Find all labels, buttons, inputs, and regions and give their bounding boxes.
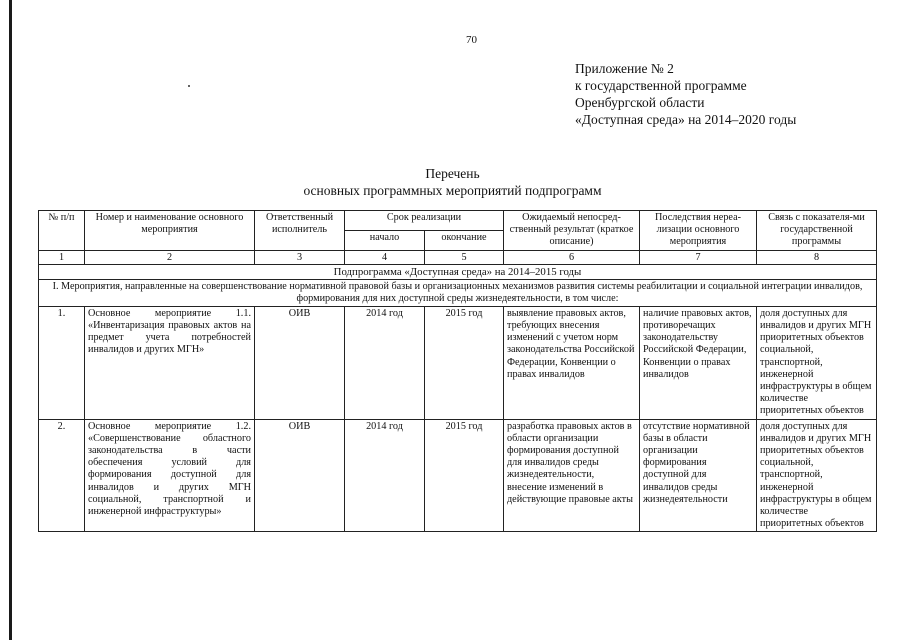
document-title xyxy=(0,165,905,199)
page-margin-line xyxy=(9,0,12,640)
header-row xyxy=(39,211,877,231)
measures-table xyxy=(38,210,877,532)
header-num: № п/п xyxy=(39,211,85,251)
col-number: 4 xyxy=(345,250,425,264)
col-number: 6 xyxy=(504,250,640,264)
column-numbers-row xyxy=(39,250,877,264)
col-number: 1 xyxy=(39,250,85,264)
row-num: 2. xyxy=(39,419,85,532)
col-number: 5 xyxy=(425,250,504,264)
appendix-line-1: Приложение № 2 xyxy=(575,61,674,76)
row-name: Основное мероприятие 1.2. «Совершенствование областного законодательства в части обеспечения условий для формирования доступной для инвалидов и других МГН социальной, транспортной и инженерной инфраструктуры» xyxy=(85,419,255,532)
table-row xyxy=(39,306,877,419)
page-number: 70 xyxy=(466,34,477,46)
row-end: 2015 год xyxy=(425,306,504,419)
col-number: 7 xyxy=(640,250,757,264)
row-num: 1. xyxy=(39,306,85,419)
appendix-header xyxy=(575,60,796,128)
appendix-line-3: Оренбургской области xyxy=(575,95,705,110)
title-line-1: Перечень xyxy=(425,166,480,181)
row-link: доля доступных для инвалидов и других МГН приоритетных объектов социальной, транспортной, инженерной инфраструктуры в общем количестве приоритетных объектов xyxy=(757,419,877,532)
row-result: выявление правовых актов, требующих внесения изменений с учетом норм законодательства Российской Федерации, Конвенции о правах инвалидов xyxy=(504,306,640,419)
section-row xyxy=(39,264,877,279)
header-executor: Ответственный исполнитель xyxy=(255,211,345,251)
col-number: 2 xyxy=(85,250,255,264)
table-row xyxy=(39,419,877,532)
col-number: 8 xyxy=(757,250,877,264)
header-consequences: Последствия нереа-лизации основного мероприятия xyxy=(640,211,757,251)
header-link: Связь с показателя-ми государственной программы xyxy=(757,211,877,251)
title-line-2: основных программных мероприятий подпрограмм xyxy=(303,183,602,198)
header-end: окончание xyxy=(425,230,504,250)
appendix-line-2: к государственной программе xyxy=(575,78,747,93)
row-end: 2015 год xyxy=(425,419,504,532)
header-result: Ожидаемый непосред-ственный результат (краткое описание) xyxy=(504,211,640,251)
row-consequences: отсутствие нормативной базы в области организации формирования доступной для инвалидов среды жизнедеятельности xyxy=(640,419,757,532)
row-name: Основное мероприятие 1.1. «Инвентаризация правовых актов на предмет учета потребностей инвалидов и других МГН» xyxy=(85,306,255,419)
section-title: Подпрограмма «Доступная среда» на 2014–2015 годы xyxy=(39,264,877,279)
appendix-line-4: «Доступная среда» на 2014–2020 годы xyxy=(575,112,797,127)
header-start: начало xyxy=(345,230,425,250)
header-period: Срок реализации xyxy=(345,211,504,231)
subsection-title: I. Мероприятия, направленные на совершенствование нормативной правовой базы и организационных механизмов развития системы реабилитации и социальной интеграции инвалидов, формирования для них доступной среды жизнедеятельности, в том числе: xyxy=(39,279,877,306)
row-start: 2014 год xyxy=(345,419,425,532)
row-executor: ОИВ xyxy=(255,306,345,419)
scan-dot xyxy=(188,85,190,87)
row-consequences: наличие правовых актов, противоречащих законодательству Российской Федерации, Конвенции о правах инвалидов xyxy=(640,306,757,419)
row-executor: ОИВ xyxy=(255,419,345,532)
row-start: 2014 год xyxy=(345,306,425,419)
subsection-row xyxy=(39,279,877,306)
col-number: 3 xyxy=(255,250,345,264)
row-result: разработка правовых актов в области организации формирования доступной для инвалидов среды жизнедеятельности, внесение изменений в действующие правовые акты xyxy=(504,419,640,532)
header-name: Номер и наименование основного мероприятия xyxy=(85,211,255,251)
row-link: доля доступных для инвалидов и других МГН приоритетных объектов социальной, транспортной, инженерной инфраструктуры в общем количестве приоритетных объектов xyxy=(757,306,877,419)
